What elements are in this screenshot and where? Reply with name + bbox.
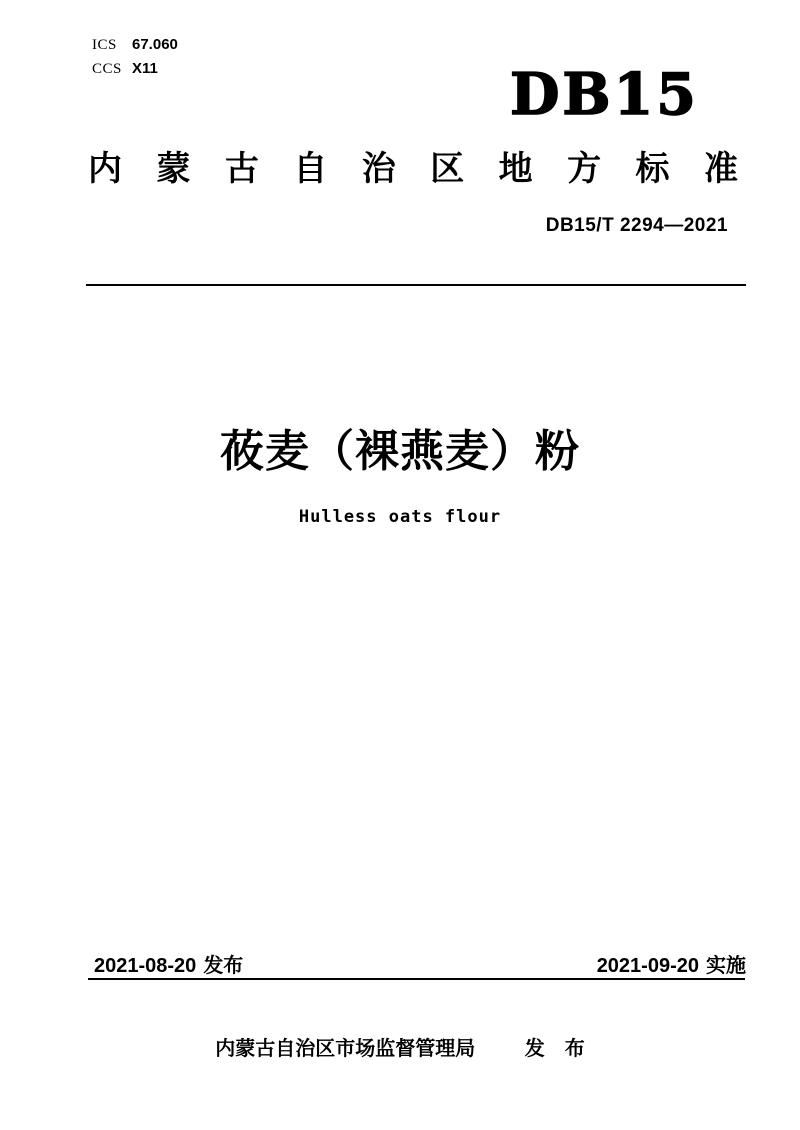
date-strip xyxy=(94,949,746,978)
standard-type-title-char: 蒙 xyxy=(156,150,191,188)
ccs-code-row xyxy=(92,57,178,81)
title-chinese: 莜麦（裸燕麦）粉 xyxy=(220,427,580,476)
standard-type-title-char: 内 xyxy=(88,150,122,188)
standard-type-title-char: 地 xyxy=(498,150,533,188)
issue-date: 2021-08-20 xyxy=(94,955,197,977)
standard-type-title xyxy=(88,151,738,188)
title-english: Hulless oats flour xyxy=(298,507,502,527)
issue-label: 发布 xyxy=(203,955,244,977)
publish-action-label: 发 布 xyxy=(524,1038,585,1060)
implementation-date: 2021-09-20 xyxy=(596,955,699,977)
ccs-label: CCS xyxy=(92,61,122,77)
classification-codes xyxy=(92,33,178,81)
ics-code-row xyxy=(92,33,178,57)
standard-type-title-char: 准 xyxy=(703,150,738,188)
implementation-label: 实施 xyxy=(706,955,746,977)
db15-logo: DB15 xyxy=(510,61,699,128)
standard-type-title-char: 标 xyxy=(635,150,670,188)
ics-label: ICS xyxy=(92,37,117,53)
standard-type-title-char: 方 xyxy=(567,150,602,188)
standard-type-title-char: 治 xyxy=(361,150,396,188)
standard-type-title-char: 区 xyxy=(430,150,465,188)
document-number: DB15/T 2294—2021 xyxy=(545,215,728,236)
standard-type-title-char: 自 xyxy=(293,150,328,188)
implementation-date-group xyxy=(597,949,746,978)
standard-type-title-char: 古 xyxy=(224,150,259,188)
publisher-line xyxy=(0,1032,800,1061)
ics-value: 67.060 xyxy=(132,36,178,53)
header-divider-line xyxy=(86,284,746,286)
ccs-value: X11 xyxy=(132,60,158,77)
footer-divider-line xyxy=(88,978,745,980)
publisher-name: 内蒙古自治区市场监督管理局 xyxy=(215,1038,476,1060)
issue-date-group xyxy=(94,949,243,978)
